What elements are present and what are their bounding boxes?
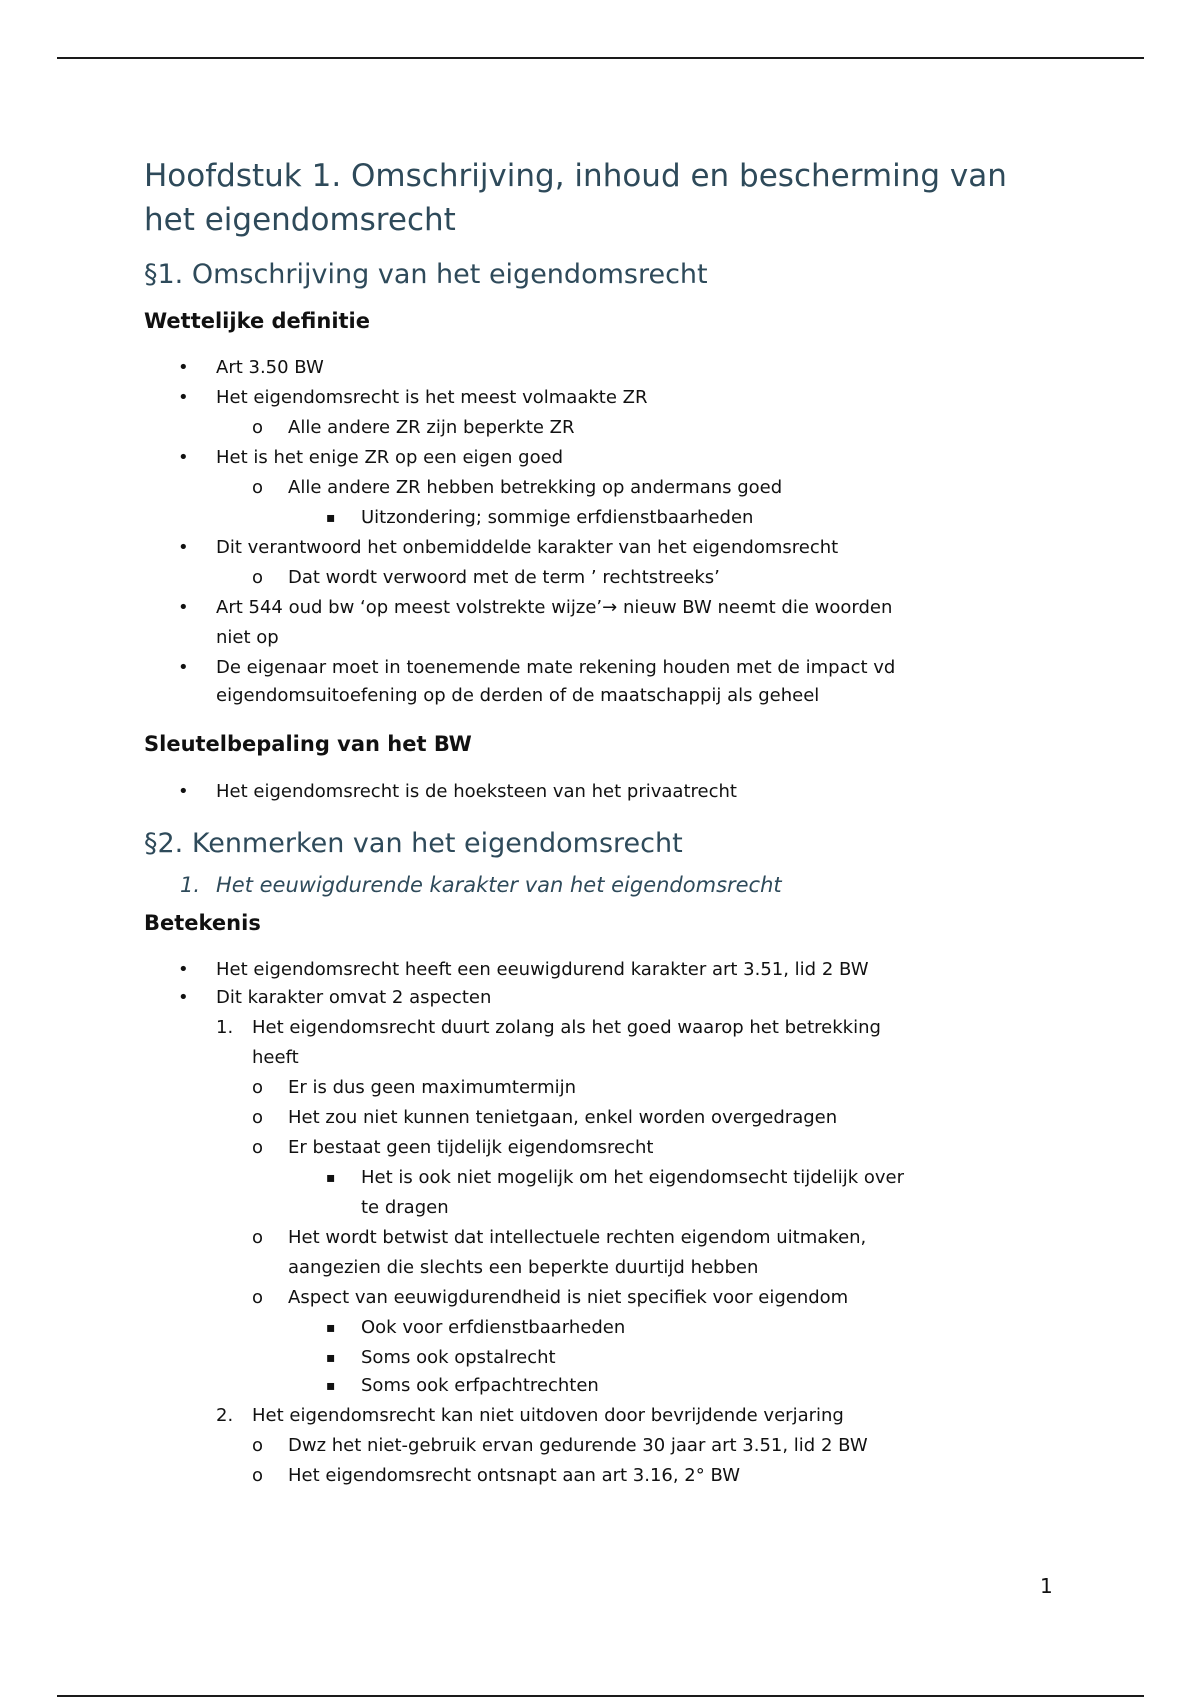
list-item: Het wordt betwist dat intellectuele rechten eigendom uitmaken,: [288, 1227, 867, 1248]
bullet-marker: •: [178, 987, 189, 1008]
bullet-marker: •: [178, 597, 189, 618]
block-heading: Betekenis: [144, 911, 261, 935]
list-item: Alle andere ZR zijn beperkte ZR: [288, 417, 575, 438]
list-item: Het is het enige ZR op een eigen goed: [216, 447, 564, 468]
sub-bullet-marker: o: [252, 1435, 264, 1456]
sub-bullet-marker: o: [252, 1137, 264, 1158]
sub-bullet-marker: o: [252, 1287, 264, 1308]
list-item: Alle andere ZR hebben betrekking op andermans goed: [288, 477, 783, 498]
bullet-marker: •: [178, 537, 189, 558]
page-number: 1: [1040, 1574, 1053, 1598]
bullet-marker: •: [178, 387, 189, 408]
bullet-marker: •: [178, 959, 189, 980]
list-item-continued: eigendomsuitoefening op de derden of de maatschappij als geheel: [216, 685, 820, 706]
list-item-continued: te dragen: [361, 1197, 449, 1218]
chapter-title: Hoofdstuk 1. Omschrijving, inhoud en bescherming van: [144, 158, 1007, 194]
list-item: Dwz het niet-gebruik ervan gedurende 30 jaar art 3.51, lid 2 BW: [288, 1435, 868, 1456]
header-rule: [57, 57, 1144, 59]
sub-sub-bullet-marker: ▪: [326, 510, 336, 526]
bullet-marker: •: [178, 447, 189, 468]
section-title: §1. Omschrijving van het eigendomsrecht: [144, 259, 708, 290]
list-item: Het eigendomsrecht is het meest volmaakte ZR: [216, 387, 648, 408]
list-item: Uitzondering; sommige erfdienstbaarheden: [361, 507, 754, 528]
sub-bullet-marker: o: [252, 417, 264, 438]
numbered-marker: 2.: [216, 1405, 234, 1426]
numbered-marker: 1.: [216, 1017, 234, 1038]
list-item: Dit verantwoord het onbemiddelde karakter van het eigendomsrecht: [216, 537, 839, 558]
chapter-title-continued: het eigendomsrecht: [144, 202, 456, 238]
sub-bullet-marker: o: [252, 477, 264, 498]
list-item: Dat wordt verwoord met de term ’ rechtstreeks’: [288, 567, 720, 588]
block-heading: Sleutelbepaling van het BW: [144, 732, 472, 756]
list-item: De eigenaar moet in toenemende mate rekening houden met de impact vd: [216, 657, 896, 678]
list-item: Het zou niet kunnen tenietgaan, enkel worden overgedragen: [288, 1107, 838, 1128]
sub-sub-bullet-marker: ▪: [326, 1320, 336, 1336]
bullet-marker: •: [178, 657, 189, 678]
sub-sub-bullet-marker: ▪: [326, 1378, 336, 1394]
list-item: Het is ook niet mogelijk om het eigendomsecht tijdelijk over: [361, 1167, 904, 1188]
list-item: Het eigendomsrecht is de hoeksteen van het privaatrecht: [216, 781, 737, 802]
list-item: Art 3.50 BW: [216, 357, 324, 378]
sub-bullet-marker: o: [252, 1227, 264, 1248]
sub-bullet-marker: o: [252, 1077, 264, 1098]
bullet-marker: •: [178, 357, 189, 378]
sub-sub-bullet-marker: ▪: [326, 1170, 336, 1186]
block-heading: Wettelijke definitie: [144, 309, 370, 333]
subsection-number: 1.: [180, 873, 201, 897]
list-item: Er is dus geen maximumtermijn: [288, 1077, 577, 1098]
numbered-item: Het eigendomsrecht kan niet uitdoven door bevrijdende verjaring: [252, 1405, 844, 1426]
list-item-continued: aangezien die slechts een beperkte duurtijd hebben: [288, 1257, 759, 1278]
list-item: Het eigendomsrecht ontsnapt aan art 3.16, 2° BW: [288, 1465, 740, 1486]
list-item: Art 544 oud bw ‘op meest volstrekte wijze’→ nieuw BW neemt die woorden: [216, 597, 893, 618]
list-item: Soms ook erfpachtrechten: [361, 1375, 599, 1396]
section-title: §2. Kenmerken van het eigendomsrecht: [144, 828, 683, 859]
list-item-continued: niet op: [216, 627, 279, 648]
list-item: Soms ook opstalrecht: [361, 1347, 556, 1368]
bullet-marker: •: [178, 781, 189, 802]
list-item: Het eigendomsrecht heeft een eeuwigdurend karakter art 3.51, lid 2 BW: [216, 959, 869, 980]
footer-rule: [57, 1695, 1144, 1697]
list-item: Er bestaat geen tijdelijk eigendomsrecht: [288, 1137, 654, 1158]
sub-bullet-marker: o: [252, 567, 264, 588]
sub-bullet-marker: o: [252, 1107, 264, 1128]
subsection-title: Het eeuwigdurende karakter van het eigendomsrecht: [216, 873, 782, 897]
sub-sub-bullet-marker: ▪: [326, 1350, 336, 1366]
numbered-item-continued: heeft: [252, 1047, 299, 1068]
sub-bullet-marker: o: [252, 1465, 264, 1486]
numbered-item: Het eigendomsrecht duurt zolang als het goed waarop het betrekking: [252, 1017, 881, 1038]
list-item: Aspect van eeuwigdurendheid is niet specifiek voor eigendom: [288, 1287, 849, 1308]
list-item: Dit karakter omvat 2 aspecten: [216, 987, 492, 1008]
list-item: Ook voor erfdienstbaarheden: [361, 1317, 626, 1338]
